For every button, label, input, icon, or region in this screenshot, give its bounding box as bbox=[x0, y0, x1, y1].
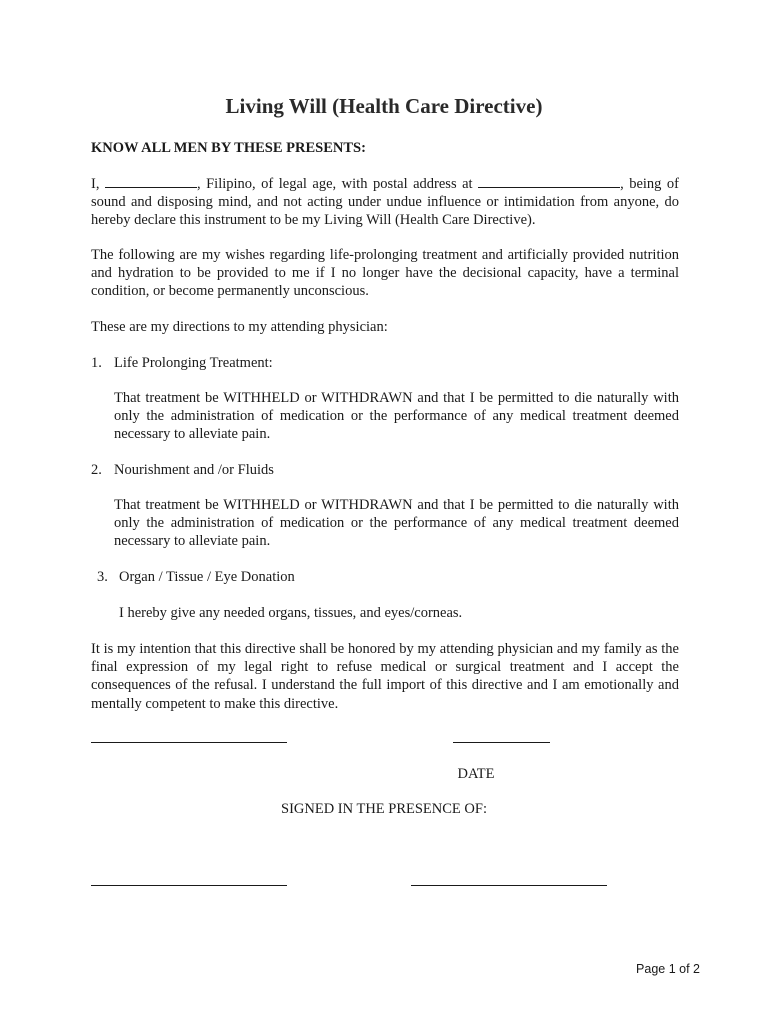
declaration-text-1: I, bbox=[91, 176, 105, 192]
declaration-text-2: , Filipino, of legal age, with postal address at bbox=[196, 176, 479, 192]
item-2-heading: Nourishment and /or Fluids bbox=[114, 462, 274, 478]
item-3-number: 3. bbox=[97, 569, 108, 585]
item-2-body: That treatment be WITHHELD or WITHDRAWN and that I be permitted to die naturally with only the administration of medication or the performance of any medical treatment deemed necessary to alleviate pain. bbox=[114, 497, 679, 550]
document-title: Living Will (Health Care Directive) bbox=[225, 94, 543, 118]
item-2-number: 2. bbox=[91, 462, 102, 478]
intention-paragraph: It is my intention that this directive shall be honored by my attending physician and my family as the final expression of my legal right to refuse medical or surgical treatment and I accept the consequences of the refusal. I understand the full import of this directive and I am emotionally and mentally competent to make this directive. bbox=[91, 641, 679, 712]
witness-2-signature-line bbox=[411, 885, 607, 886]
declaration-text-3: , being of sound and disposing mind, and not acting under undue influence or intimidation from anyone, do hereby declare this instrument to be my Living Will (Health Care Directive). bbox=[91, 176, 679, 229]
item-1-heading: Life Prolonging Treatment: bbox=[114, 355, 273, 371]
date-line bbox=[453, 742, 550, 743]
witness-label: SIGNED IN THE PRESENCE OF: bbox=[281, 801, 487, 817]
name-blank-line bbox=[105, 175, 197, 188]
declaration-paragraph bbox=[91, 175, 679, 230]
witness-1-signature-line bbox=[91, 885, 287, 886]
directions-intro: These are my directions to my attending physician: bbox=[91, 319, 388, 335]
address-blank-line bbox=[478, 175, 620, 188]
signature-line bbox=[91, 742, 287, 743]
item-1-number: 1. bbox=[91, 355, 102, 371]
wishes-paragraph: The following are my wishes regarding life-prolonging treatment and artificially provided nutrition and hydration to be provided to me if I no longer have the decisional capacity, have a terminal condition, or become permanently unconscious. bbox=[91, 247, 679, 300]
page-number: Page 1 of 2 bbox=[636, 962, 700, 976]
item-3-heading: Organ / Tissue / Eye Donation bbox=[119, 569, 295, 585]
item-3-body: I hereby give any needed organs, tissues, and eyes/corneas. bbox=[119, 605, 463, 621]
opening-line: KNOW ALL MEN BY THESE PRESENTS: bbox=[91, 140, 366, 156]
item-1-body: That treatment be WITHHELD or WITHDRAWN and that I be permitted to die naturally with only the administration of medication or the performance of any medical treatment deemed necessary to alleviate pain. bbox=[114, 390, 679, 443]
date-label: DATE bbox=[457, 766, 495, 782]
